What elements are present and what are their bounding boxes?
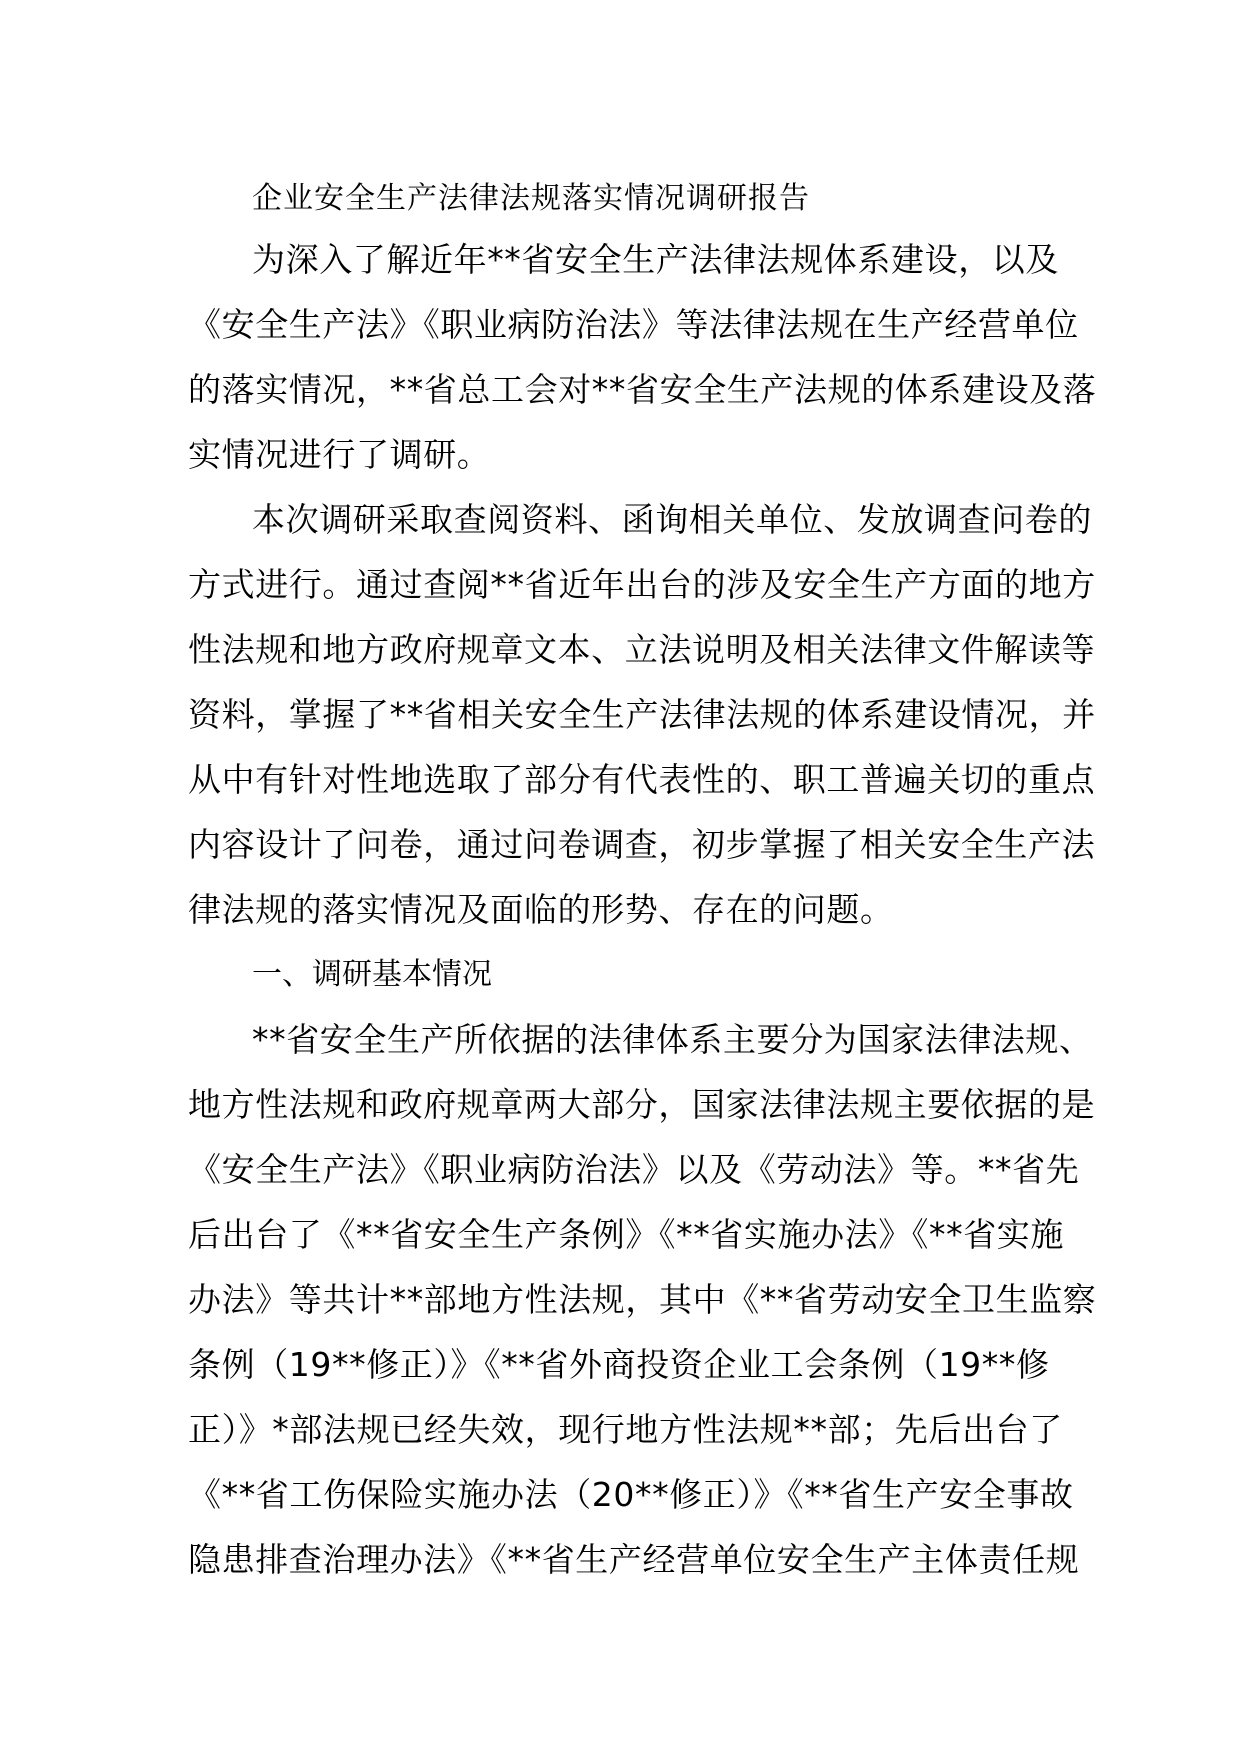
- paragraph-line: 条例（19**修正）》《**省外商投资企业工会条例（19**修: [188, 1345, 1050, 1384]
- paragraph-line: 正）》*部法规已经失效，现行地方性法规**部；先后出台了: [188, 1410, 1063, 1449]
- paragraph-line: 实情况进行了调研。: [188, 435, 491, 474]
- paragraph-line: **省安全生产所依据的法律体系主要分为国家法律法规、: [252, 1020, 1093, 1059]
- paragraph-line: 从中有针对性地选取了部分有代表性的、职工普遍关切的重点: [188, 760, 1096, 799]
- paragraph-line: 《**省工伤保险实施办法（20**修正）》《**省生产安全事故: [188, 1475, 1074, 1514]
- paragraph-line: 地方性法规和政府规章两大部分，国家法律法规主要依据的是: [188, 1085, 1096, 1124]
- paragraph-line: 的落实情况，**省总工会对**省安全生产法规的体系建设及落: [188, 370, 1097, 409]
- paragraph-line: 内容设计了问卷，通过问卷调查，初步掌握了相关安全生产法: [188, 825, 1096, 864]
- paragraph-line: 律法规的落实情况及面临的形势、存在的问题。: [188, 890, 894, 929]
- paragraph-line: 后出台了《**省安全生产条例》《**省实施办法》《**省实施: [188, 1215, 1064, 1254]
- paragraph-line: 资料，掌握了**省相关安全生产法律法规的体系建设情况，并: [188, 695, 1096, 734]
- paragraph-legal-system: [188, 1007, 1097, 1592]
- paragraph-intro: [188, 227, 1097, 487]
- section-heading: 一、调研基本情况: [252, 957, 492, 992]
- paragraph-line: 办法》等共计**部地方性法规，其中《**省劳动安全卫生监察: [188, 1280, 1097, 1319]
- paragraph-line: 《安全生产法》《职业病防治法》等法律法规在生产经营单位: [188, 305, 1079, 344]
- paragraph-line: 为深入了解近年**省安全生产法律法规体系建设，以及: [252, 240, 1059, 279]
- paragraph-line: 《安全生产法》《职业病防治法》以及《劳动法》等。**省先: [188, 1150, 1080, 1189]
- document-body: [188, 170, 1097, 1592]
- paragraph-line: 性法规和地方政府规章文本、立法说明及相关法律文件解读等: [188, 630, 1096, 669]
- document-title: 企业安全生产法律法规落实情况调研报告: [252, 181, 810, 216]
- paragraph-line: 隐患排查治理办法》《**省生产经营单位安全生产主体责任规: [188, 1540, 1080, 1579]
- paragraph-line: 方式进行。通过查阅**省近年出台的涉及安全生产方面的地方: [188, 565, 1096, 604]
- paragraph-line: 本次调研采取查阅资料、函询相关单位、发放调查问卷的: [252, 500, 1092, 539]
- paragraph-method: [188, 487, 1096, 942]
